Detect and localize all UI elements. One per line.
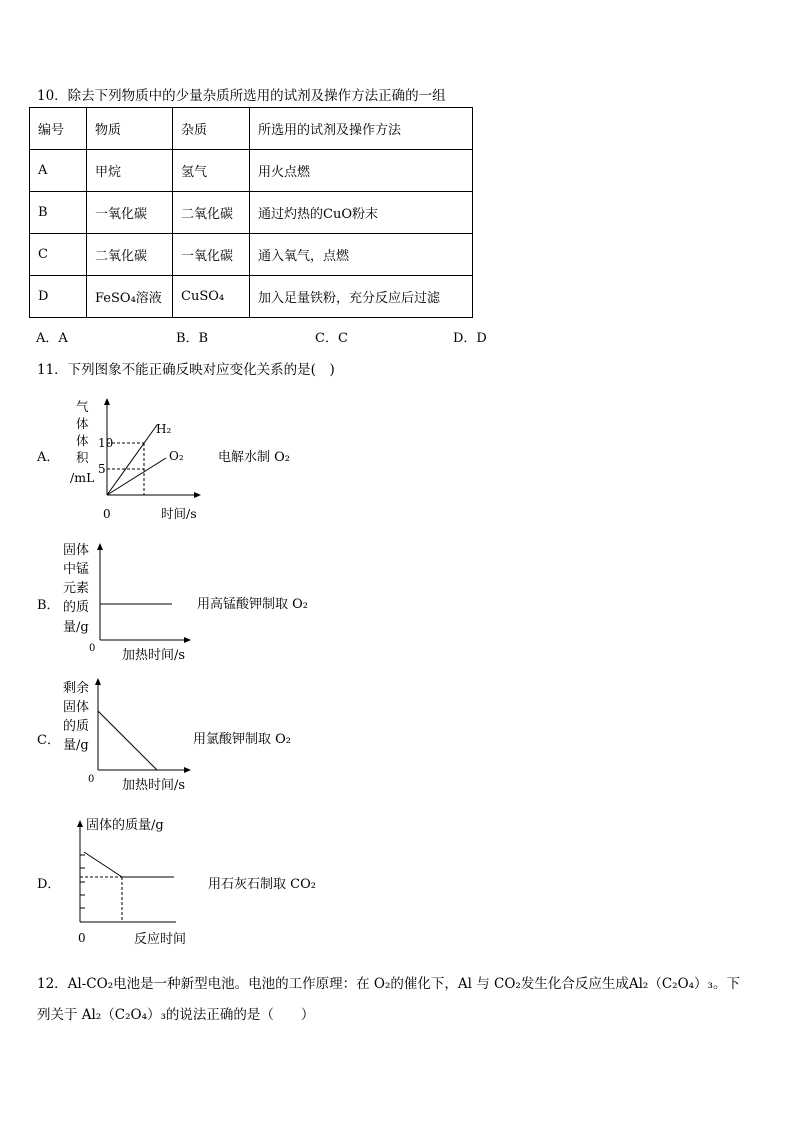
series-o2-label: O₂ <box>169 449 184 463</box>
ylabel-line: /mL <box>70 470 95 485</box>
question-12-line1: 12．Al-CO₂电池是一种新型电池。电池的工作原理：在 O₂的催化下，Al 与 CO₂发生化合反应生成Al₂（C₂O₄）₃。下 <box>37 976 740 992</box>
graph-d-caption: 用石灰石制取 CO₂ <box>208 877 316 892</box>
ylabel-line: 体 <box>76 416 89 431</box>
question-12-line2: 列关于 Al₂（C₂O₄）₃的说法正确的是（ ） <box>37 1007 315 1023</box>
table-cell: 加入足量铁粉，充分反应后过滤 <box>250 276 473 318</box>
series-h2-label: H₂ <box>156 422 172 436</box>
table-cell: 二氧化碳 <box>173 192 250 234</box>
ylabel-line: 固体 <box>63 543 90 558</box>
header-cell: 物质 <box>87 108 173 150</box>
ylabel-line: 积 <box>76 450 89 465</box>
ylabel-line: 剩余 <box>63 681 90 696</box>
header-cell: 所选用的试剂及操作方法 <box>250 108 473 150</box>
x-axis-label: 时间/s <box>161 506 197 521</box>
origin-label: 0 <box>103 507 111 521</box>
ylabel-line: 元素 <box>63 581 90 596</box>
table-cell: 二氧化碳 <box>87 234 173 276</box>
question-10-title: 10．除去下列物质中的少量杂质所选用的试剂及操作方法正确的一组 <box>37 88 446 104</box>
table-cell: 氢气 <box>173 150 250 192</box>
table-cell: A <box>30 150 87 192</box>
header-cell: 杂质 <box>173 108 250 150</box>
x-axis-label: 加热时间/s <box>122 648 186 663</box>
option-d: D．D <box>453 331 487 346</box>
table-cell: 通过灼热的CuO粉末 <box>250 192 473 234</box>
table-cell: D <box>30 276 87 318</box>
table-cell: 用火点燃 <box>250 150 473 192</box>
origin-label: 0 <box>78 931 86 945</box>
ytick-10: 10 <box>98 436 114 450</box>
ylabel-line: 中锰 <box>63 562 90 577</box>
table-cell: 一氧化碳 <box>173 234 250 276</box>
graph-a-label: A． <box>37 450 60 465</box>
x-axis-label: 反应时间 <box>134 932 187 947</box>
table-cell: C <box>30 234 87 276</box>
ylabel-line: 量/g <box>63 620 89 635</box>
graph-a-caption: 电解水制 O₂ <box>218 450 291 465</box>
series-line-decline <box>84 852 122 877</box>
origin-label: 0 <box>88 774 95 785</box>
table-cell: CuSO₄ <box>173 276 250 318</box>
ylabel-line: 体 <box>76 433 89 448</box>
y-axis-label: 固体的质量/g <box>86 818 164 833</box>
table-cell: 甲烷 <box>87 150 173 192</box>
origin-label: 0 <box>89 643 96 654</box>
table-cell: 通入氧气，点燃 <box>250 234 473 276</box>
ytick-5: 5 <box>98 462 106 476</box>
question-11-title: 11．下列图象不能正确反映对应变化关系的是( ) <box>37 362 335 378</box>
table-cell: FeSO₄溶液 <box>87 276 173 318</box>
ylabel-line: 的质 <box>63 719 90 734</box>
graph-c-caption: 用氯酸钾制取 O₂ <box>193 732 292 747</box>
graph-b-label: B． <box>37 598 60 613</box>
table-cell: 一氧化碳 <box>87 192 173 234</box>
option-a: A．A <box>36 331 68 346</box>
ylabel-line: 量/g <box>63 738 89 753</box>
ylabel-line: 气 <box>76 399 89 414</box>
y-ticks <box>80 855 85 908</box>
ylabel-line: 固体 <box>63 700 90 715</box>
header-cell: 编号 <box>30 108 87 150</box>
y-axis-arrow <box>77 820 83 827</box>
option-b: B．B <box>176 331 209 346</box>
table-cell: B <box>30 192 87 234</box>
x-axis-label: 加热时间/s <box>122 778 186 793</box>
graph-b-caption: 用高锰酸钾制取 O₂ <box>197 597 309 612</box>
ylabel-line: 的质 <box>63 600 90 615</box>
graph-d-label: D． <box>37 877 61 892</box>
graph-c-label: C． <box>37 733 60 748</box>
option-c: C．C <box>315 331 348 346</box>
